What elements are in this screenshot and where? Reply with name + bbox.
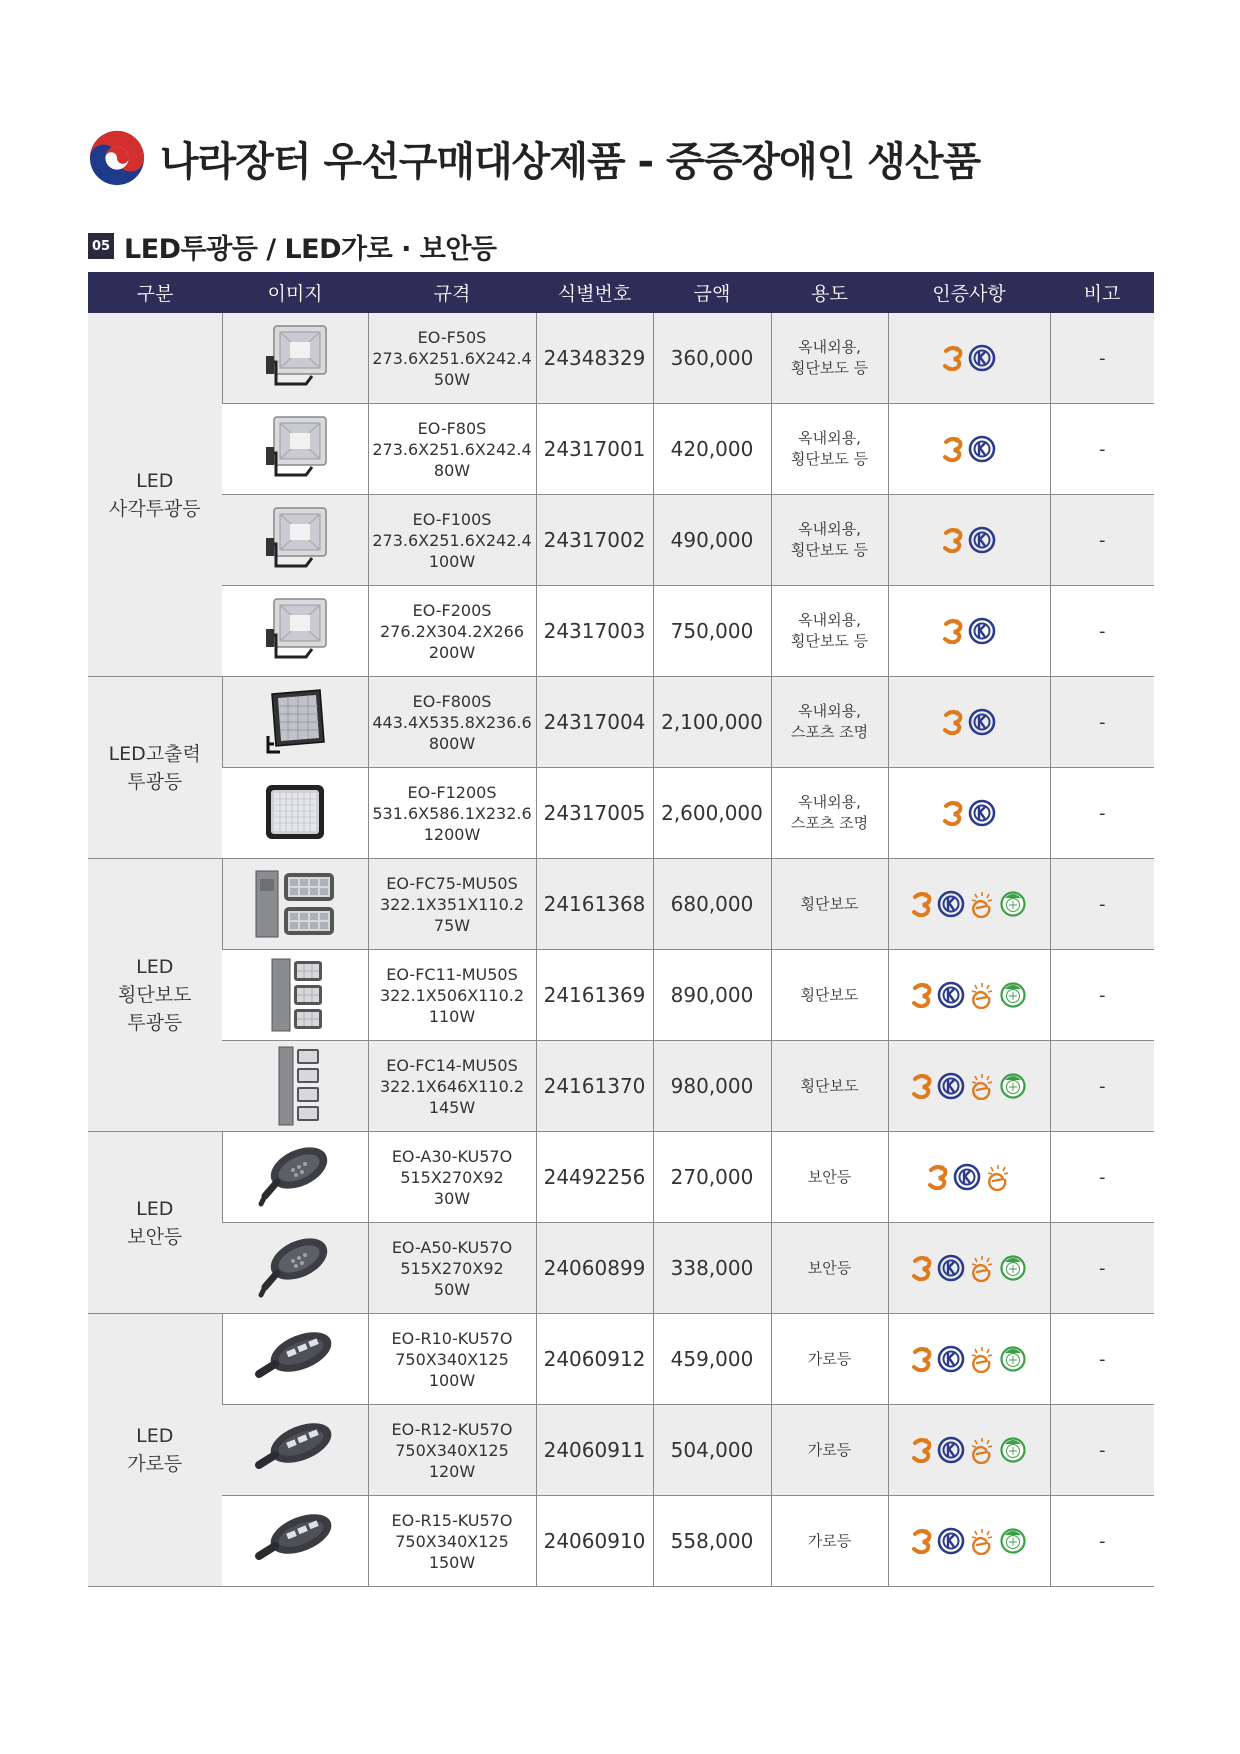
product-table — [88, 272, 1154, 1587]
product-image-cell — [222, 1496, 368, 1587]
category-cell — [88, 313, 222, 677]
wattage: 1200W — [423, 824, 481, 844]
certification-cell — [888, 677, 1050, 768]
usage-line: 횡단보도 — [800, 894, 859, 913]
category-name-line: 투광등 — [127, 1012, 183, 1034]
k-mark-icon — [968, 617, 996, 645]
product-image-cell — [222, 313, 368, 404]
note: - — [1050, 1314, 1154, 1405]
price: 360,000 — [653, 313, 771, 404]
certification-cell — [888, 859, 1050, 950]
price: 558,000 — [653, 1496, 771, 1587]
certification-icons — [889, 435, 1050, 463]
category-cell — [88, 1132, 222, 1314]
section-number-badge: 05 — [88, 233, 114, 259]
page-header — [88, 128, 980, 188]
note: - — [1050, 495, 1154, 586]
street-light-image — [253, 1508, 337, 1574]
certification-icons — [889, 1345, 1050, 1373]
note: - — [1050, 950, 1154, 1041]
note: - — [1050, 586, 1154, 677]
price: 270,000 — [653, 1132, 771, 1223]
k-mark-icon — [937, 1527, 965, 1555]
priority-cert-icon — [942, 436, 964, 462]
eco-mark-icon — [999, 1527, 1027, 1555]
dimensions: 515X270X92 — [400, 1167, 504, 1187]
note: - — [1050, 677, 1154, 768]
model-name: EO-F1200S — [407, 782, 497, 802]
k-mark-icon — [968, 526, 996, 554]
table-row — [88, 677, 1154, 768]
priority-cert-icon — [927, 1164, 949, 1190]
product-image-cell — [222, 1223, 368, 1314]
wattage: 110W — [428, 1006, 476, 1026]
price: 420,000 — [653, 404, 771, 495]
usage-line: 보안등 — [807, 1258, 852, 1277]
price: 2,600,000 — [653, 768, 771, 859]
wattage: 75W — [433, 915, 471, 935]
energy-saving-icon — [969, 1436, 995, 1464]
usage-cell — [771, 1041, 888, 1132]
note: - — [1050, 313, 1154, 404]
wattage: 120W — [428, 1461, 476, 1481]
usage-cell — [771, 677, 888, 768]
certification-cell — [888, 1314, 1050, 1405]
dimensions: 273.6X251.6X242.4 — [372, 530, 532, 550]
certification-icons — [889, 799, 1050, 827]
section-header — [88, 226, 497, 266]
model-name: EO-R10-KU57O — [391, 1328, 513, 1348]
crosswalk-light-3-image — [260, 955, 330, 1035]
usage-cell — [771, 1405, 888, 1496]
price: 504,000 — [653, 1405, 771, 1496]
price: 680,000 — [653, 859, 771, 950]
spec-cell — [368, 950, 536, 1041]
spec-cell — [368, 313, 536, 404]
spec-cell — [368, 1041, 536, 1132]
identification-number: 24348329 — [536, 313, 653, 404]
dimensions: 750X340X125 — [395, 1349, 509, 1369]
page-title: 나라장터 우선구매대상제품 - 중증장애인 생산품 — [160, 138, 981, 185]
priority-cert-icon — [942, 618, 964, 644]
eco-mark-icon — [999, 1345, 1027, 1373]
category-name-line: LED — [136, 956, 174, 978]
usage-line: 횡단보도 — [800, 1076, 859, 1095]
k-mark-icon — [937, 1345, 965, 1373]
usage-cell — [771, 1132, 888, 1223]
k-mark-icon — [937, 1436, 965, 1464]
wattage: 50W — [433, 369, 471, 389]
price: 459,000 — [653, 1314, 771, 1405]
high-power-floodlight-image — [260, 686, 330, 758]
usage-line: 옥내외용, — [798, 611, 861, 629]
usage-cell — [771, 313, 888, 404]
table-row — [88, 1314, 1154, 1405]
priority-cert-icon — [911, 982, 933, 1008]
note: - — [1050, 1041, 1154, 1132]
identification-number: 24060912 — [536, 1314, 653, 1405]
table-row — [88, 1496, 1154, 1587]
square-floodlight-image — [260, 322, 330, 394]
security-light-image — [255, 1233, 335, 1303]
table-row — [88, 1132, 1154, 1223]
product-image-cell — [222, 404, 368, 495]
note: - — [1050, 1405, 1154, 1496]
usage-cell — [771, 495, 888, 586]
price: 750,000 — [653, 586, 771, 677]
square-floodlight-image — [260, 413, 330, 485]
energy-saving-icon — [969, 890, 995, 918]
certification-icons — [889, 981, 1050, 1009]
usage-cell — [771, 1223, 888, 1314]
usage-line: 옥내외용, — [798, 429, 861, 447]
usage-line: 횡단보도 — [800, 985, 859, 1004]
usage-line: 옥내외용, — [798, 793, 861, 811]
wattage: 50W — [433, 1279, 471, 1299]
panel-floodlight-image — [260, 781, 330, 845]
priority-cert-icon — [942, 709, 964, 735]
usage-line: 횡단보도 등 — [790, 359, 869, 377]
model-name: EO-R12-KU57O — [391, 1419, 513, 1439]
note: - — [1050, 1223, 1154, 1314]
identification-number: 24060910 — [536, 1496, 653, 1587]
identification-number: 24317002 — [536, 495, 653, 586]
certification-icons — [889, 617, 1050, 645]
certification-cell — [888, 586, 1050, 677]
k-mark-icon — [937, 1254, 965, 1282]
k-mark-icon — [937, 1072, 965, 1100]
category-name-line: 가로등 — [127, 1453, 183, 1475]
k-mark-icon — [968, 435, 996, 463]
certification-icons — [889, 1436, 1050, 1464]
street-light-image — [253, 1417, 337, 1483]
certification-cell — [888, 1132, 1050, 1223]
eco-mark-icon — [999, 1072, 1027, 1100]
category-cell — [88, 677, 222, 859]
certification-cell — [888, 1405, 1050, 1496]
product-image-cell — [222, 1314, 368, 1405]
product-image-cell — [222, 768, 368, 859]
certification-cell — [888, 768, 1050, 859]
eco-mark-icon — [999, 890, 1027, 918]
k-mark-icon — [953, 1163, 981, 1191]
column-header: 금액 — [653, 272, 771, 313]
spec-cell — [368, 768, 536, 859]
identification-number: 24060911 — [536, 1405, 653, 1496]
identification-number: 24060899 — [536, 1223, 653, 1314]
identification-number: 24161370 — [536, 1041, 653, 1132]
dimensions: 531.6X586.1X232.6 — [372, 803, 532, 823]
energy-saving-icon — [969, 1527, 995, 1555]
category-cell — [88, 859, 222, 1132]
usage-line: 가로등 — [807, 1531, 852, 1550]
usage-line: 스포츠 조명 — [790, 723, 869, 741]
eco-mark-icon — [999, 981, 1027, 1009]
product-image-cell — [222, 1041, 368, 1132]
price: 338,000 — [653, 1223, 771, 1314]
certification-cell — [888, 1223, 1050, 1314]
model-name: EO-F200S — [412, 600, 492, 620]
identification-number: 24161369 — [536, 950, 653, 1041]
product-image-cell — [222, 1132, 368, 1223]
square-floodlight-image — [260, 504, 330, 576]
priority-cert-icon — [942, 527, 964, 553]
column-header: 인증사항 — [888, 272, 1050, 313]
spec-cell — [368, 677, 536, 768]
table-row — [88, 495, 1154, 586]
certification-cell — [888, 313, 1050, 404]
usage-cell — [771, 950, 888, 1041]
model-name: EO-R15-KU57O — [391, 1510, 513, 1530]
wattage: 200W — [428, 642, 476, 662]
model-name: EO-A50-KU57O — [391, 1237, 513, 1257]
note: - — [1050, 1132, 1154, 1223]
dimensions: 322.1X351X110.2 — [379, 894, 525, 914]
section-title: LED투광등 / LED가로 · 보안등 — [124, 233, 497, 265]
certification-cell — [888, 1041, 1050, 1132]
spec-cell — [368, 586, 536, 677]
product-image-cell — [222, 677, 368, 768]
category-name-line: LED — [136, 469, 174, 492]
dimensions: 276.2X304.2X266 — [379, 621, 525, 641]
column-header: 규격 — [368, 272, 536, 313]
dimensions: 750X340X125 — [395, 1440, 509, 1460]
table-row — [88, 950, 1154, 1041]
usage-cell — [771, 859, 888, 950]
identification-number: 24492256 — [536, 1132, 653, 1223]
k-mark-icon — [968, 344, 996, 372]
priority-cert-icon — [911, 1346, 933, 1372]
k-mark-icon — [968, 799, 996, 827]
priority-cert-icon — [911, 1073, 933, 1099]
model-name: EO-FC75-MU50S — [386, 873, 518, 893]
certification-icons — [889, 1254, 1050, 1282]
dimensions: 443.4X535.8X236.6 — [372, 712, 532, 732]
table-header-row — [88, 272, 1154, 313]
product-image-cell — [222, 859, 368, 950]
dimensions: 515X270X92 — [400, 1258, 504, 1278]
certification-icons — [889, 1163, 1050, 1191]
priority-cert-icon — [911, 1437, 933, 1463]
table-row — [88, 768, 1154, 859]
usage-line: 가로등 — [807, 1349, 852, 1368]
identification-number: 24161368 — [536, 859, 653, 950]
certification-icons — [889, 890, 1050, 918]
product-image-cell — [222, 1405, 368, 1496]
eco-mark-icon — [999, 1436, 1027, 1464]
certification-icons — [889, 526, 1050, 554]
table-row — [88, 859, 1154, 950]
spec-cell — [368, 1132, 536, 1223]
certification-cell — [888, 495, 1050, 586]
wattage: 800W — [428, 733, 476, 753]
category-name-line: 횡단보도 — [118, 984, 192, 1006]
dimensions: 750X340X125 — [395, 1531, 509, 1551]
dimensions: 322.1X506X110.2 — [379, 985, 525, 1005]
category-name-line: LED — [136, 1197, 174, 1220]
note: - — [1050, 859, 1154, 950]
category-name-line: LED고출력 — [108, 742, 201, 765]
spec-cell — [368, 404, 536, 495]
product-image-cell — [222, 495, 368, 586]
table-row — [88, 586, 1154, 677]
price: 2,100,000 — [653, 677, 771, 768]
usage-cell — [771, 768, 888, 859]
column-header: 구분 — [88, 272, 222, 313]
certification-cell — [888, 950, 1050, 1041]
table-row — [88, 313, 1154, 404]
square-floodlight-image — [260, 595, 330, 667]
identification-number: 24317005 — [536, 768, 653, 859]
note: - — [1050, 768, 1154, 859]
usage-line: 보안등 — [807, 1167, 852, 1186]
wattage: 100W — [428, 1370, 476, 1390]
usage-line: 옥내외용, — [798, 520, 861, 538]
usage-line: 횡단보도 등 — [790, 450, 869, 468]
product-image-cell — [222, 950, 368, 1041]
wattage: 30W — [433, 1188, 471, 1208]
usage-line: 횡단보도 등 — [790, 632, 869, 650]
usage-cell — [771, 586, 888, 677]
certification-icons — [889, 1527, 1050, 1555]
model-name: EO-FC14-MU50S — [386, 1055, 518, 1075]
dimensions: 322.1X646X110.2 — [379, 1076, 525, 1096]
column-header: 식별번호 — [536, 272, 653, 313]
model-name: EO-F100S — [412, 509, 492, 529]
note: - — [1050, 404, 1154, 495]
model-name: EO-FC11-MU50S — [386, 964, 518, 984]
usage-line: 옥내외용, — [798, 338, 861, 356]
usage-line: 옥내외용, — [798, 702, 861, 720]
table-row — [88, 1405, 1154, 1496]
table-row — [88, 1041, 1154, 1132]
energy-saving-icon — [969, 981, 995, 1009]
energy-saving-icon — [985, 1163, 1011, 1191]
crosswalk-light-4-image — [265, 1045, 325, 1127]
wattage: 100W — [428, 551, 476, 571]
category-name-line: 투광등 — [127, 770, 183, 793]
usage-line: 횡단보도 등 — [790, 541, 869, 559]
priority-cert-icon — [942, 345, 964, 371]
priority-cert-icon — [942, 800, 964, 826]
usage-cell — [771, 1314, 888, 1405]
identification-number: 24317001 — [536, 404, 653, 495]
priority-cert-icon — [911, 891, 933, 917]
price: 490,000 — [653, 495, 771, 586]
price: 890,000 — [653, 950, 771, 1041]
usage-line: 스포츠 조명 — [790, 814, 869, 832]
energy-saving-icon — [969, 1345, 995, 1373]
table-body — [88, 313, 1154, 1587]
identification-number: 24317004 — [536, 677, 653, 768]
priority-cert-icon — [911, 1255, 933, 1281]
wattage: 145W — [428, 1097, 476, 1117]
column-header: 용도 — [771, 272, 888, 313]
crosswalk-light-2-image — [250, 867, 340, 941]
product-image-cell — [222, 586, 368, 677]
security-light-image — [255, 1142, 335, 1212]
spec-cell — [368, 1496, 536, 1587]
column-header: 비고 — [1050, 272, 1154, 313]
category-cell — [88, 1314, 222, 1587]
wattage: 150W — [428, 1552, 476, 1572]
spec-cell — [368, 495, 536, 586]
model-name: EO-A30-KU57O — [391, 1146, 513, 1166]
priority-cert-icon — [911, 1528, 933, 1554]
certification-icons — [889, 708, 1050, 736]
identification-number: 24317003 — [536, 586, 653, 677]
spec-cell — [368, 1314, 536, 1405]
eco-mark-icon — [999, 1254, 1027, 1282]
column-header: 이미지 — [222, 272, 368, 313]
note: - — [1050, 1496, 1154, 1587]
spec-cell — [368, 859, 536, 950]
category-name-line: 사각투광등 — [108, 497, 201, 520]
certification-cell — [888, 404, 1050, 495]
table-row — [88, 404, 1154, 495]
price: 980,000 — [653, 1041, 771, 1132]
government-logo-icon — [88, 129, 146, 187]
model-name: EO-F800S — [412, 691, 492, 711]
k-mark-icon — [937, 981, 965, 1009]
model-name: EO-F80S — [417, 418, 487, 438]
model-name: EO-F50S — [417, 327, 487, 347]
dimensions: 273.6X251.6X242.4 — [372, 439, 532, 459]
usage-cell — [771, 1496, 888, 1587]
wattage: 80W — [433, 460, 471, 480]
usage-line: 가로등 — [807, 1440, 852, 1459]
category-name-line: LED — [136, 1425, 174, 1447]
k-mark-icon — [968, 708, 996, 736]
dimensions: 273.6X251.6X242.4 — [372, 348, 532, 368]
spec-cell — [368, 1405, 536, 1496]
k-mark-icon — [937, 890, 965, 918]
category-name-line: 보안등 — [127, 1225, 183, 1248]
certification-icons — [889, 344, 1050, 372]
table-row — [88, 1223, 1154, 1314]
certification-cell — [888, 1496, 1050, 1587]
certification-icons — [889, 1072, 1050, 1100]
energy-saving-icon — [969, 1254, 995, 1282]
street-light-image — [253, 1326, 337, 1392]
usage-cell — [771, 404, 888, 495]
energy-saving-icon — [969, 1072, 995, 1100]
spec-cell — [368, 1223, 536, 1314]
